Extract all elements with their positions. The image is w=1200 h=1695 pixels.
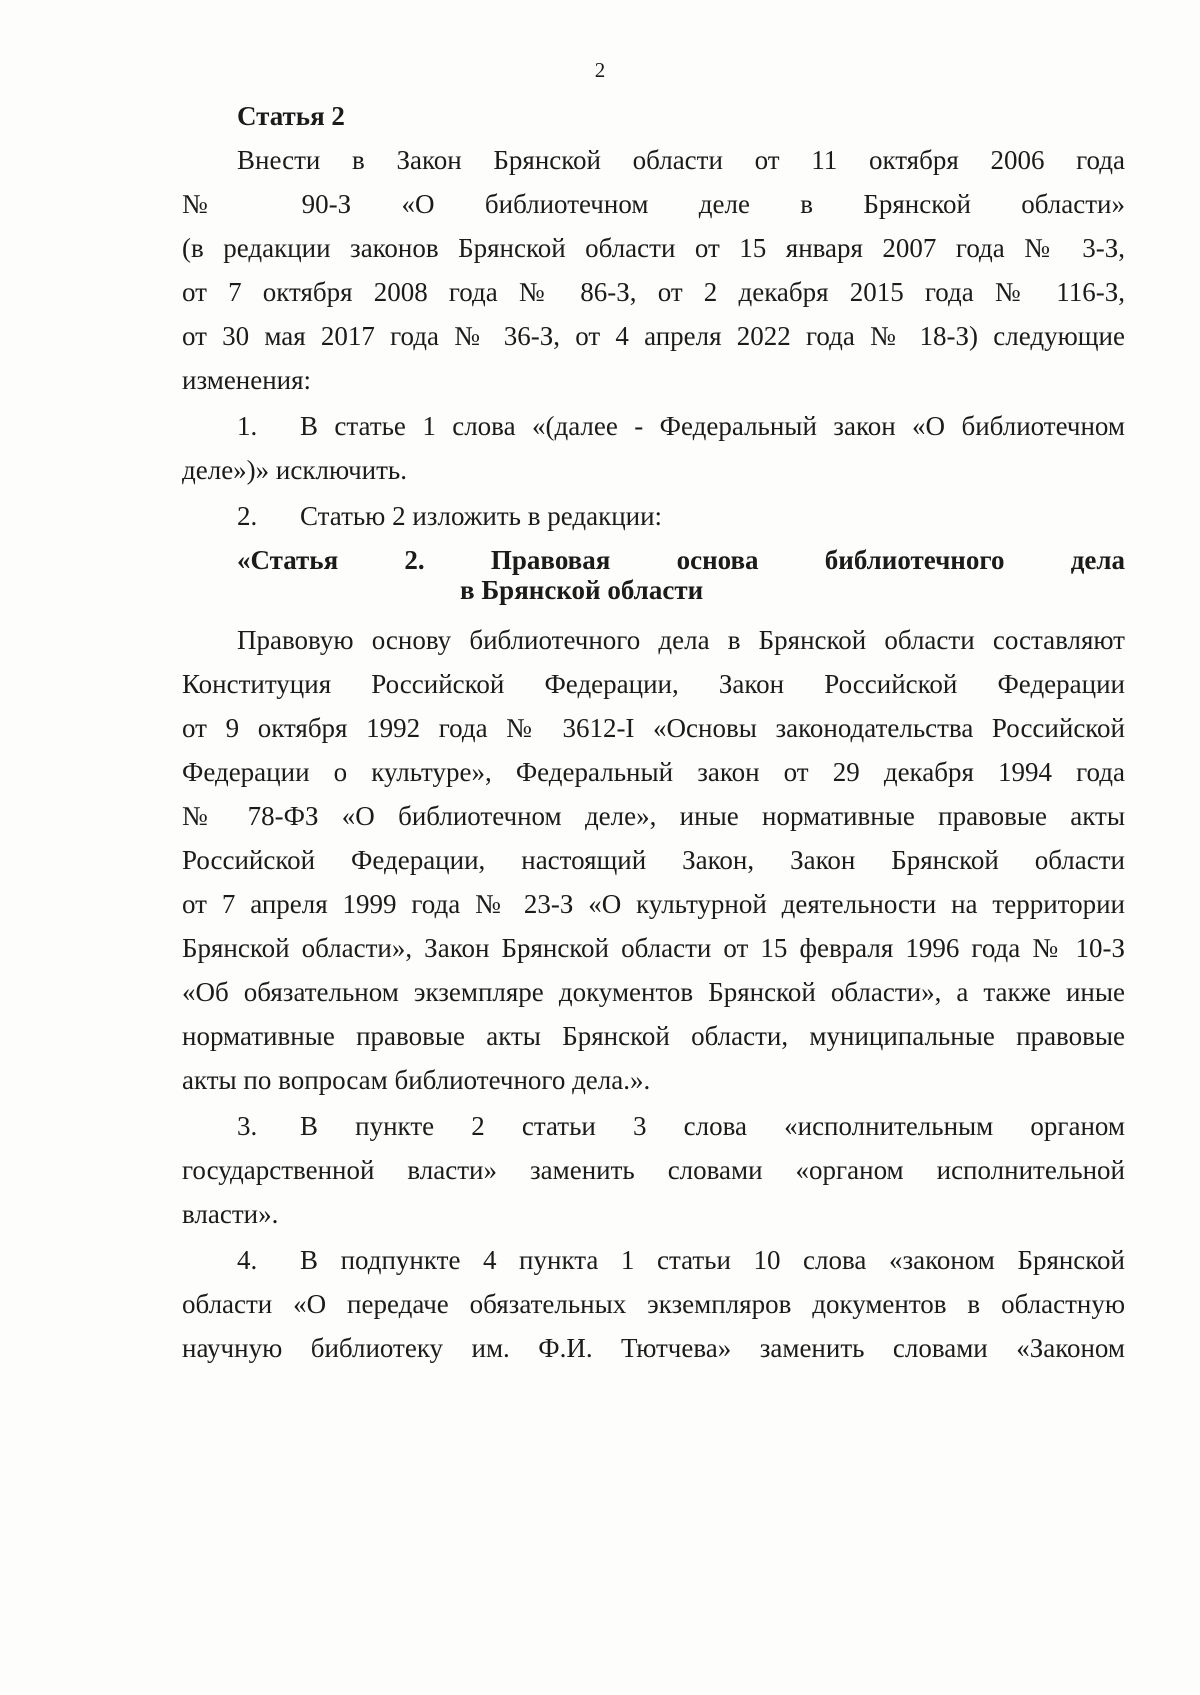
body-line: Российской Федерации, настоящий Закон, Закон Брянской области <box>182 845 1125 875</box>
body-line: Правовую основу библиотечного дела в Брянской области составляют <box>237 625 1125 655</box>
list-item-text: государственной власти» заменить словами «органом исполнительной <box>182 1155 1125 1185</box>
list-item-number: 3. <box>237 1111 258 1141</box>
body-line: Брянской области», Закон Брянской области от 15 февраля 1996 года № 10-З <box>182 933 1125 963</box>
body-line: акты по вопросам библиотечного дела.». <box>182 1065 651 1095</box>
intro-line: (в редакции законов Брянской области от 15 января 2007 года № 3-З, <box>182 233 1125 263</box>
body-line: «Об обязательном экземпляре документов Брянской области», а также иные <box>182 977 1125 1007</box>
body-line: Федерации о культуре», Федеральный закон от 29 декабря 1994 года <box>182 757 1125 787</box>
list-item-text: В статье 1 слова «(далее - Федеральный закон «О библиотечном <box>300 411 1125 441</box>
body-line: от 7 апреля 1999 года № 23-З «О культурной деятельности на территории <box>182 889 1125 919</box>
list-item-text: власти». <box>182 1199 279 1229</box>
intro-line: изменения: <box>182 365 312 395</box>
intro-line: от 30 мая 2017 года № 36-З, от 4 апреля 2022 года № 18-З) следующие <box>182 321 1125 351</box>
list-item-text: области «О передаче обязательных экземпляров документов в областную <box>182 1289 1125 1319</box>
list-item-number: 2. <box>237 501 258 531</box>
list-item-text: научную библиотеку им. Ф.И. Тютчева» заменить словами «Законом <box>182 1333 1125 1363</box>
list-item-text: деле»)» исключить. <box>182 455 407 485</box>
body-line: № 78-ФЗ «О библиотечном деле», иные нормативные правовые акты <box>182 801 1125 831</box>
body-line: от 9 октября 1992 года № 3612-I «Основы законодательства Российской <box>182 713 1125 743</box>
body-line: нормативные правовые акты Брянской области, муниципальные правовые <box>182 1021 1125 1051</box>
list-item-text: Статью 2 изложить в редакции: <box>300 501 663 531</box>
list-item-number: 1. <box>237 411 258 441</box>
list-item-number: 4. <box>237 1245 258 1275</box>
article-heading: Статья 2 <box>237 101 345 131</box>
intro-line: № 90-З «О библиотечном деле в Брянской области» <box>182 189 1125 219</box>
intro-line: от 7 октября 2008 года № 86-З, от 2 декабря 2015 года № 116-З, <box>182 277 1125 307</box>
list-item-text: В пункте 2 статьи 3 слова «исполнительным органом <box>300 1111 1125 1141</box>
article-title: в Брянской области <box>460 575 704 605</box>
article-title: «Статья 2. Правовая основа библиотечного дела <box>237 545 1125 575</box>
list-item-text: В подпункте 4 пункта 1 статьи 10 слова «законом Брянской <box>300 1245 1125 1275</box>
body-line: Конституция Российской Федерации, Закон Российской Федерации <box>182 669 1125 699</box>
intro-line: Внести в Закон Брянской области от 11 октября 2006 года <box>237 145 1125 175</box>
page-number: 2 <box>594 58 606 82</box>
